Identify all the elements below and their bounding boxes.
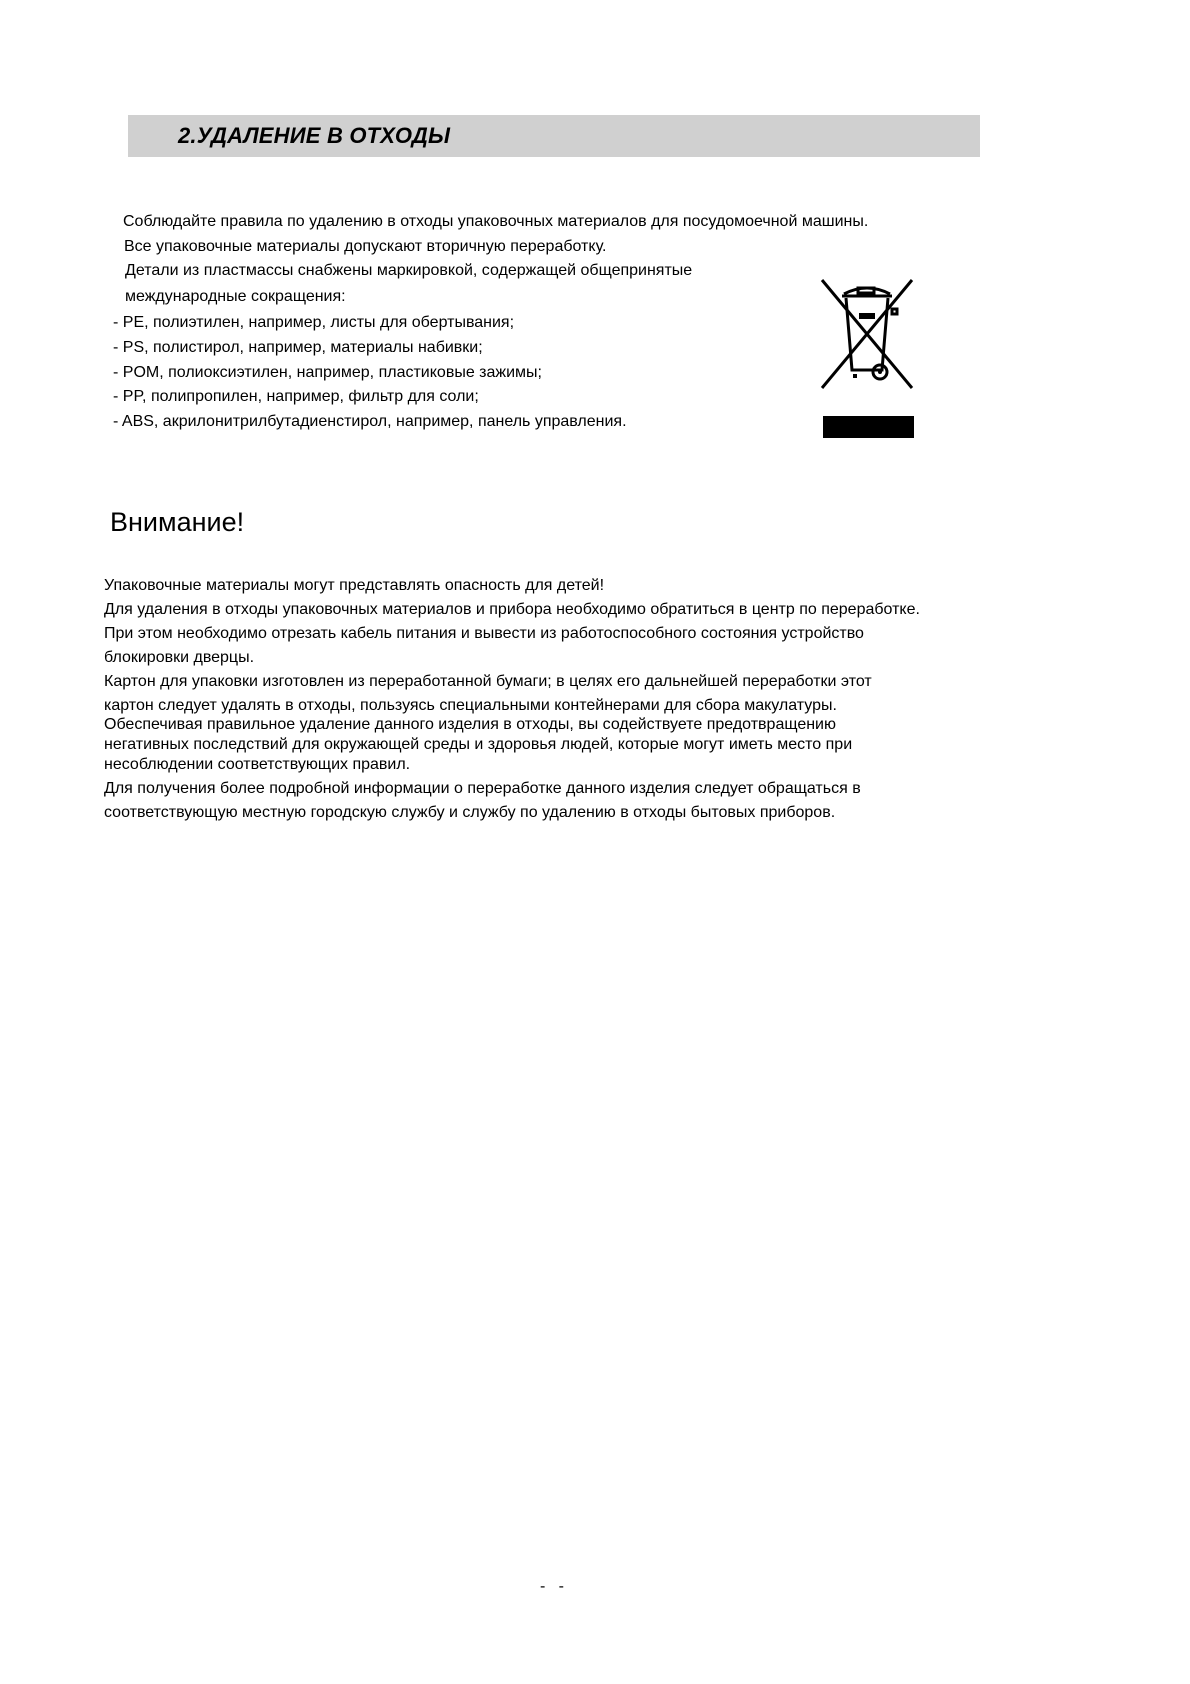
intro-line: Детали из пластмассы снабжены маркировкой, содержащей общепринятые [125,262,693,279]
attention-heading: Внимание! [110,507,245,537]
warning-line: несоблюдении соответствующих правил. [104,756,411,773]
abbreviation-item: - POM, полиоксиэтилен, например, пластиковые зажимы; [113,364,542,381]
weee-marking-bar [823,416,914,438]
warning-line: блокировки дверцы. [104,649,255,666]
intro-line: Все упаковочные материалы допускают вторичную переработку. [124,238,607,255]
abbreviation-item: - PP, полипропилен, например, фильтр для соли; [113,388,479,405]
crossed-out-wheelie-bin-icon [814,276,920,394]
intro-line: Соблюдайте правила по удалению в отходы упаковочных материалов для посудомоечной машины. [123,213,869,230]
warning-line: Обеспечивая правильное удаление данного изделия в отходы, вы содействуете предотвращению [104,716,836,733]
warning-line: соответствующую местную городскую службу и службу по удалению в отходы бытовых приборов. [104,804,836,821]
abbreviation-item: - ABS, акрилонитрилбутадиенстирол, например, панель управления. [113,413,627,430]
warning-line: При этом необходимо отрезать кабель питания и вывести из работоспособного состояния устройство [104,625,864,642]
warning-line: Для удаления в отходы упаковочных материалов и прибора необходимо обратиться в центр по переработке. [104,601,920,618]
warning-line: Упаковочные материалы могут представлять опасность для детей! [104,577,605,594]
warning-line: Картон для упаковки изготовлен из переработанной бумаги; в целях его дальнейшей переработки этот [104,673,872,690]
page-number: - - [540,1578,564,1595]
section-header [128,115,980,157]
warning-line: негативных последствий для окружающей среды и здоровья людей, которые могут иметь место при [104,736,853,753]
abbreviation-item: - PE, полиэтилен, например, листы для обертывания; [113,314,515,331]
section-title: 2.УДАЛЕНИЕ В ОТХОДЫ [178,123,451,148]
warning-line: картон следует удалять в отходы, пользуясь специальными контейнерами для сбора макулатуры. [104,697,837,714]
warning-line: Для получения более подробной информации о переработке данного изделия следует обращаться в [104,780,861,797]
intro-line: международные сокращения: [125,288,346,305]
abbreviation-item: - PS, полистирол, например, материалы набивки; [113,339,483,356]
